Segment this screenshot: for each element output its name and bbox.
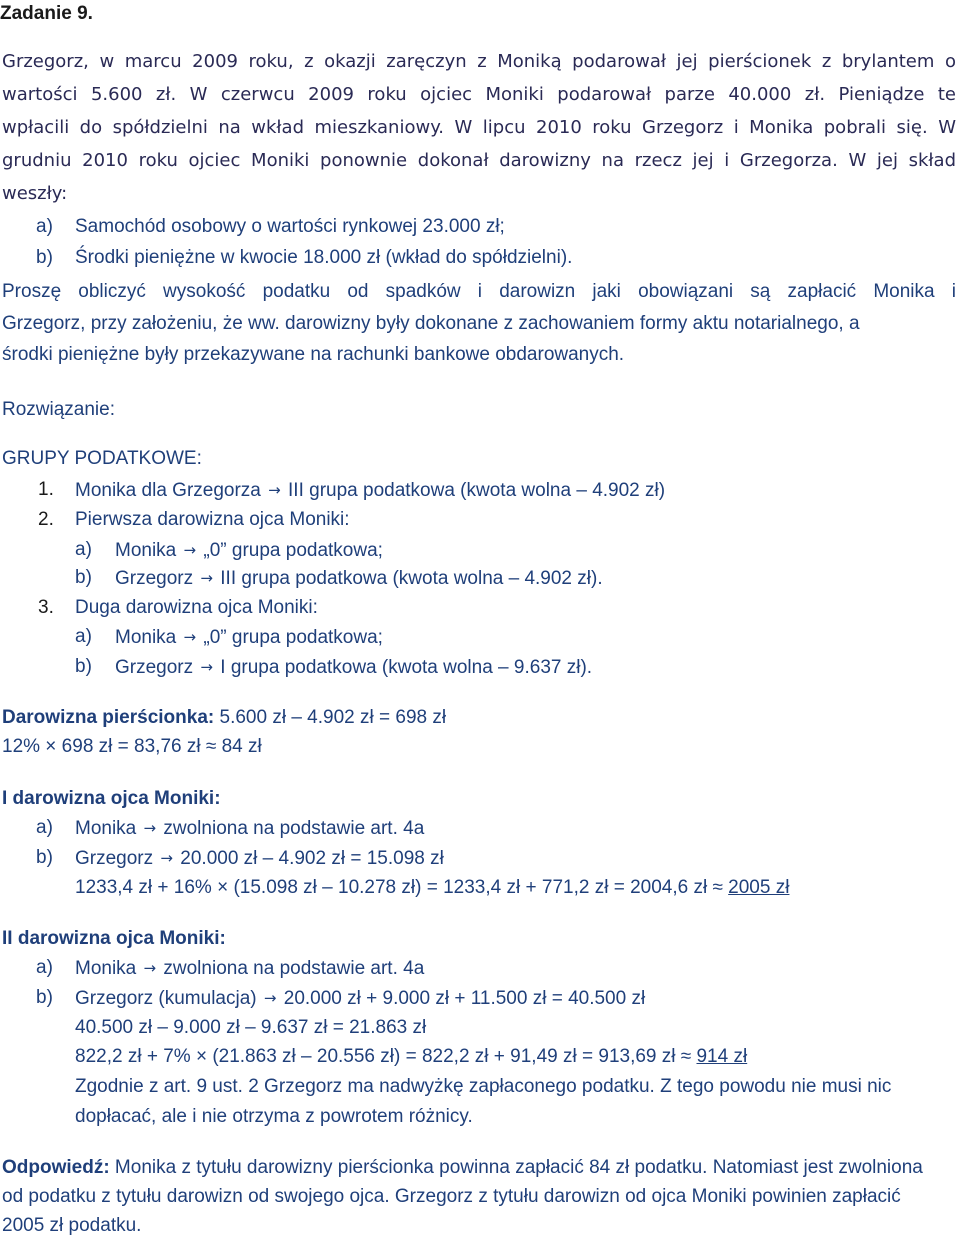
first-donation-heading: I darowizna ojca Moniki: — [2, 788, 221, 809]
first-donation-a-right: zwolniona na podstawie art. 4a — [163, 818, 425, 839]
group-3a-line — [115, 625, 383, 650]
group-3a-left: Monika — [115, 627, 177, 648]
task-title: Zadanie 9. — [0, 3, 93, 24]
task-text-line-3: wpłacili do spółdzielni na wkład mieszkaniowy. W lipcu 2010 roku Grzegorz i Monika pobrali się. W — [2, 117, 956, 138]
second-donation-calc-1: 40.500 zł – 9.000 zł – 9.637 zł = 21.863 zł — [75, 1017, 427, 1038]
second-donation-b-left: Grzegorz (kumulacja) — [75, 988, 257, 1009]
answer-line-3: 2005 zł podatku. — [2, 1215, 142, 1236]
group-2a-left: Monika — [115, 540, 177, 561]
task-item-a-text: Samochód osobowy o wartości rynkowej 23.000 zł; — [75, 216, 505, 237]
ring-donation-line — [2, 706, 446, 730]
answer-line-1 — [2, 1156, 923, 1180]
second-donation-heading: II darowizna ojca Moniki: — [2, 928, 226, 949]
group-2b-left: Grzegorz — [115, 568, 194, 589]
answer-text-1: Monika z tytułu darowizny pierścionka powinna zapłacić 84 zł podatku. Natomiast jest zwolniona — [109, 1157, 923, 1178]
second-donation-a-right: zwolniona na podstawie art. 4a — [163, 958, 425, 979]
group-3-number: 3. — [38, 597, 54, 618]
group-3b-right: I grupa podatkowa (kwota wolna – 9.637 zł). — [220, 657, 593, 678]
question-line-3: środki pieniężne były przekazywane na rachunki bankowe obdarowanych. — [2, 344, 625, 365]
group-3a-right: „0” grupa podatkowa; — [203, 627, 383, 648]
group-1-number: 1. — [38, 479, 54, 500]
arrow-right-icon: → — [268, 481, 281, 499]
group-2b-marker: b) — [75, 567, 92, 588]
group-2b-right: III grupa podatkowa (kwota wolna – 4.902 zł). — [220, 568, 603, 589]
arrow-right-icon: → — [143, 819, 157, 837]
group-2b-line — [115, 566, 603, 591]
second-donation-b-line — [75, 986, 645, 1011]
second-donation-note-1: Zgodnie z art. 9 ust. 2 Grzegorz ma nadwyżkę zapłaconego podatku. Z tego powodu nie musi nic — [75, 1076, 892, 1097]
task-item-b-marker: b) — [36, 247, 53, 268]
arrow-right-icon: → — [183, 628, 197, 646]
arrow-right-icon: → — [263, 989, 277, 1007]
first-donation-b-line — [75, 846, 444, 871]
group-3-text: Duga darowizna ojca Moniki: — [75, 597, 318, 618]
task-text-line-5: weszły: — [2, 183, 68, 204]
task-text-line-2: wartości 5.600 zł. W czerwcu 2009 roku ojciec Moniki podarował parze 40.000 zł. Pieniądze te — [2, 84, 956, 105]
arrow-right-icon: → — [200, 658, 213, 676]
second-donation-a-line — [75, 956, 424, 981]
first-donation-a-line — [75, 816, 424, 841]
arrow-right-icon: → — [183, 541, 197, 559]
solution-heading: Rozwiązanie: — [2, 399, 115, 420]
answer-label: Odpowiedź: — [2, 1157, 110, 1178]
groups-heading: GRUPY PODATKOWE: — [2, 448, 202, 469]
second-donation-calc-2-text: 822,2 zł + 7% × (21.863 zł – 20.556 zł) = 822,2 zł + 91,49 zł = 913,69 zł ≈ — [75, 1046, 697, 1067]
group-3b-line — [115, 655, 592, 680]
question-line-1: Proszę obliczyć wysokość podatku od spadków i darowizn jaki obowiązani są zapłacić Monika i — [2, 281, 956, 302]
second-donation-a-marker: a) — [36, 957, 53, 978]
group-3b-marker: b) — [75, 656, 92, 677]
ring-donation-calc-2: 12% × 698 zł = 83,76 zł ≈ 84 zł — [2, 736, 262, 757]
second-donation-b-marker: b) — [36, 987, 53, 1008]
group-3b-left: Grzegorz — [115, 657, 194, 678]
answer-line-2: od podatku z tytułu darowizn od swojego ojca. Grzegorz z tytułu darowizn od ojca Moniki powinien zapłacić — [2, 1186, 901, 1207]
second-donation-a-left: Monika — [75, 958, 137, 979]
task-item-a — [36, 215, 53, 239]
task-text-line-4: grudniu 2010 roku ojciec Moniki ponownie dokonał darowizny na rzecz jej i Grzegorza. W jej skład — [2, 150, 956, 171]
second-donation-result: 914 zł — [696, 1046, 748, 1067]
first-donation-calc-text: 1233,4 zł + 16% × (15.098 zł – 10.278 zł) = 1233,4 zł + 771,2 zł = 2004,6 zł ≈ — [75, 877, 729, 898]
group-3a-marker: a) — [75, 626, 92, 647]
group-2a-right: „0” grupa podatkowa; — [203, 540, 383, 561]
first-donation-b-right: 20.000 zł – 4.902 zł = 15.098 zł — [180, 848, 444, 869]
first-donation-a-left: Monika — [75, 818, 137, 839]
group-2a-marker: a) — [75, 539, 92, 560]
group-1-right: III grupa podatkowa (kwota wolna – 4.902 zł) — [288, 480, 666, 501]
second-donation-note-2: dopłacać, ale i nie otrzyma z powrotem różnicy. — [75, 1106, 473, 1127]
group-2-text: Pierwsza darowizna ojca Moniki: — [75, 509, 350, 530]
first-donation-a-marker: a) — [36, 817, 53, 838]
arrow-right-icon: → — [200, 569, 213, 587]
arrow-right-icon: → — [160, 849, 173, 867]
first-donation-b-left: Grzegorz — [75, 848, 154, 869]
task-item-b — [36, 246, 53, 270]
group-1-line — [75, 478, 665, 503]
first-donation-b-marker: b) — [36, 847, 53, 868]
arrow-right-icon: → — [143, 959, 157, 977]
first-donation-result: 2005 zł — [728, 877, 790, 898]
ring-donation-label: Darowizna pierścionka: — [2, 707, 215, 728]
task-text-line-1: Grzegorz, w marcu 2009 roku, z okazji zaręczyn z Moniką podarował jej pierścionek z brylantem o — [2, 51, 956, 72]
question-line-2: Grzegorz, przy założeniu, że ww. darowizny były dokonane z zachowaniem formy aktu notarialnego, a — [2, 313, 860, 334]
ring-donation-calc-1: 5.600 zł – 4.902 zł = 698 zł — [219, 707, 447, 728]
group-2a-line — [115, 538, 383, 563]
second-donation-calc-2 — [75, 1045, 747, 1069]
first-donation-calc — [75, 876, 789, 900]
second-donation-b-right: 20.000 zł + 9.000 zł + 11.500 zł = 40.500 zł — [283, 988, 646, 1009]
task-item-a-marker: a) — [36, 216, 53, 237]
group-2-number: 2. — [38, 509, 54, 530]
group-1-left: Monika dla Grzegorza — [75, 480, 261, 501]
task-item-b-text: Środki pieniężne w kwocie 18.000 zł (wkład do spółdzielni). — [75, 247, 573, 268]
